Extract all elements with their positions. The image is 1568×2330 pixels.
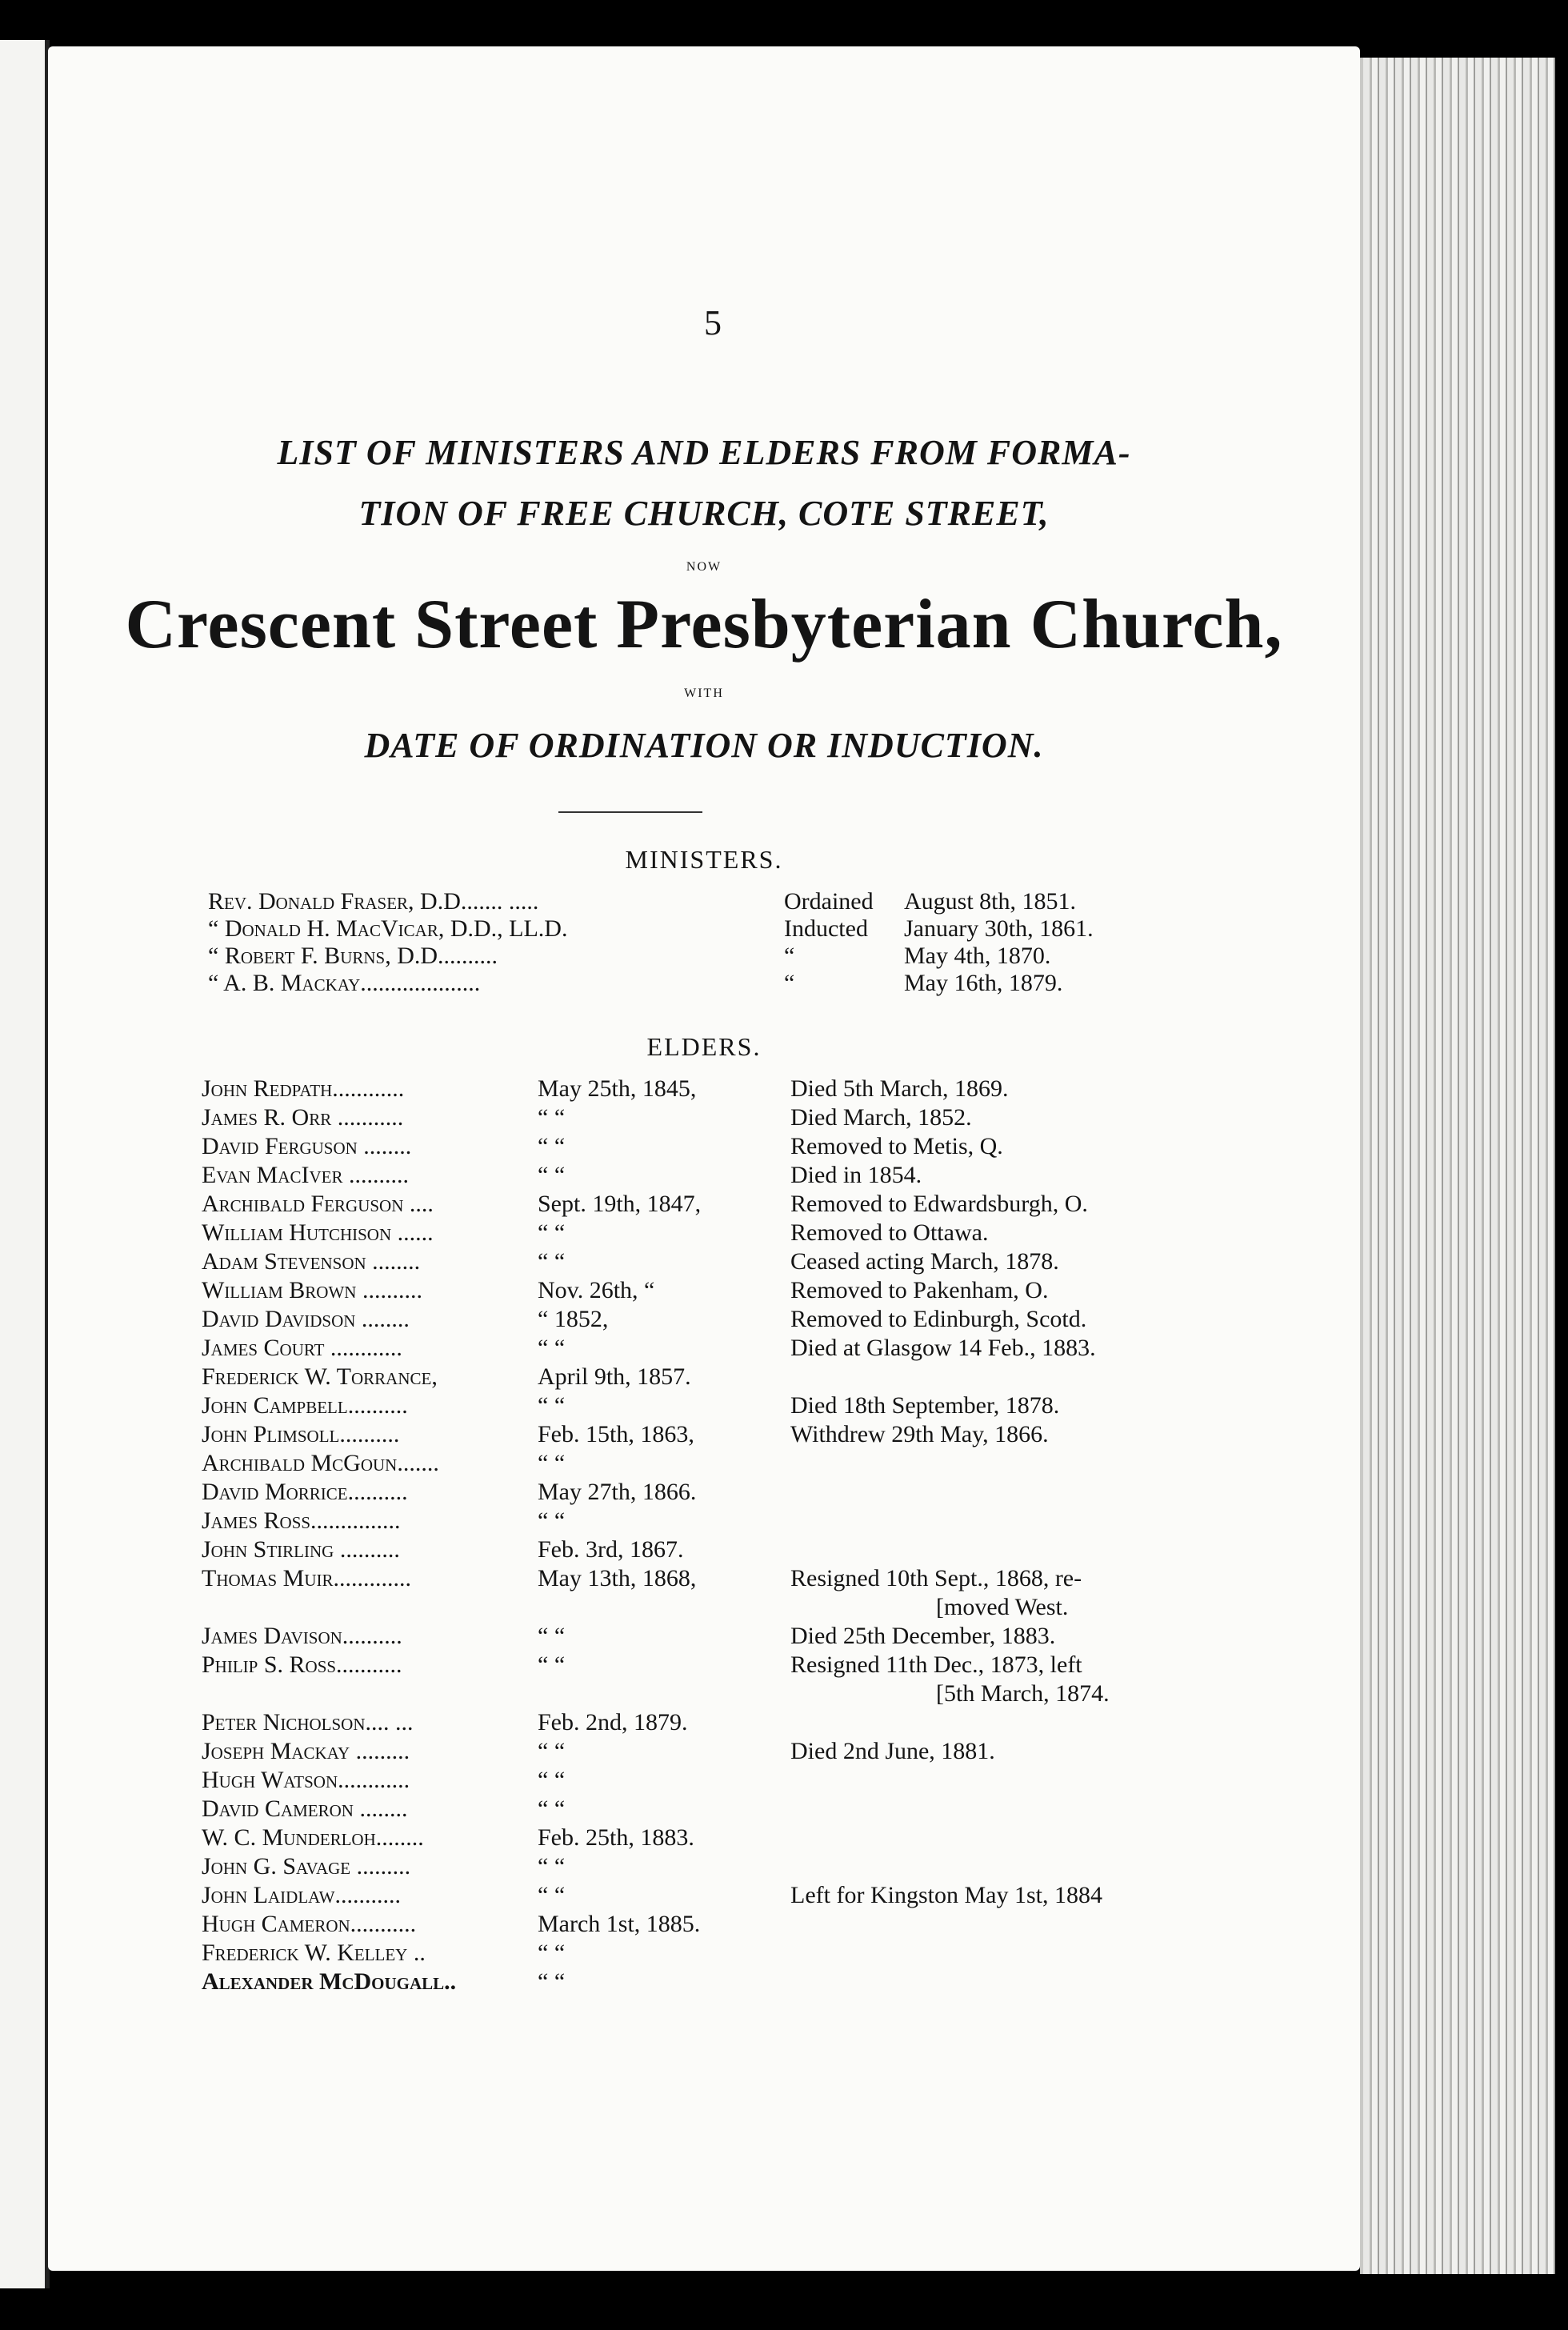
elder-name: Adam Stevenson ........ [202, 1248, 421, 1275]
elder-name: Thomas Muir............. [202, 1565, 412, 1591]
elder-row [202, 1191, 1226, 1219]
elder-date: “ “ [538, 1853, 566, 1880]
elder-row [202, 1767, 1226, 1796]
elder-date: “ “ [538, 1738, 566, 1764]
elder-date: “ “ [538, 1968, 566, 1995]
elder-date: “ “ [538, 1767, 566, 1793]
elder-date: Sept. 19th, 1847, [538, 1191, 702, 1217]
elder-date: “ “ [538, 1133, 566, 1159]
elder-note: Died 5th March, 1869. [790, 1075, 1009, 1102]
elder-date: Nov. 26th, “ [538, 1277, 655, 1303]
elder-name: John Stirling .......... [202, 1536, 400, 1563]
elder-note: Left for Kingston May 1st, 1884 [790, 1882, 1102, 1908]
elder-row [202, 1248, 1226, 1277]
elder-name: David Ferguson ........ [202, 1133, 412, 1159]
facing-page-edge [0, 40, 50, 2288]
minister-action: “ [784, 970, 795, 996]
elder-name: David Davidson ........ [202, 1306, 410, 1332]
minister-name: “ A. B. Mackay.................... [208, 970, 481, 996]
elder-note-continuation: [5th March, 1874. [936, 1680, 1110, 1707]
elder-row [202, 1911, 1226, 1940]
elder-date: “ “ [538, 1882, 566, 1908]
minister-action: Ordained [784, 888, 874, 915]
elder-row [202, 1507, 1226, 1536]
elder-name: Alexander McDougall.. [202, 1968, 457, 1995]
elder-row [202, 1104, 1226, 1133]
minister-action: “ [784, 943, 795, 969]
elder-note: Died 25th December, 1883. [790, 1623, 1056, 1649]
minister-date: May 16th, 1879. [904, 970, 1063, 996]
church-name: Crescent Street Presbyterian Church, [125, 586, 1283, 663]
elder-name: Frederick W. Torrance, [202, 1363, 438, 1390]
elder-name: Peter Nicholson.... ... [202, 1709, 414, 1735]
elder-row [202, 1882, 1226, 1911]
elder-name: James Ross............... [202, 1507, 401, 1534]
elder-date: “ “ [538, 1623, 566, 1649]
elder-name: Philip S. Ross........... [202, 1651, 402, 1678]
elder-row [202, 1623, 1226, 1651]
elder-note: Removed to Ottawa. [790, 1219, 989, 1246]
elder-name: James Court ............ [202, 1335, 402, 1361]
minister-name: “ Robert F. Burns, D.D.......... [208, 943, 498, 969]
minister-date: August 8th, 1851. [904, 888, 1077, 915]
elder-date: Feb. 3rd, 1867. [538, 1536, 684, 1563]
elder-name: Archibald McGoun....... [202, 1450, 439, 1476]
elder-date: “ “ [538, 1104, 566, 1131]
elder-date: “ “ [538, 1248, 566, 1275]
elder-date: “ “ [538, 1335, 566, 1361]
elder-date: “ “ [538, 1940, 566, 1966]
elder-note: Withdrew 29th May, 1866. [790, 1421, 1049, 1447]
elder-name: David Cameron ........ [202, 1796, 408, 1822]
elder-date: May 27th, 1866. [538, 1479, 697, 1505]
elder-row [202, 1162, 1226, 1191]
elder-note: Died 2nd June, 1881. [790, 1738, 995, 1764]
elder-note: Resigned 11th Dec., 1873, left [790, 1651, 1082, 1678]
elder-row [202, 1075, 1226, 1104]
elder-date: “ “ [538, 1507, 566, 1534]
elder-row [202, 1479, 1226, 1507]
elder-row [202, 1651, 1226, 1680]
elder-name: John Laidlaw........... [202, 1882, 401, 1908]
elder-note: Died at Glasgow 14 Feb., 1883. [790, 1335, 1096, 1361]
elder-row [202, 1565, 1226, 1594]
elder-row [202, 1392, 1226, 1421]
book-page [48, 46, 1360, 2271]
elder-row [202, 1335, 1226, 1363]
elder-date: April 9th, 1857. [538, 1363, 691, 1390]
title-line-2: TION OF FREE CHURCH, COTE STREET, [358, 494, 1050, 533]
elder-date: “ 1852, [538, 1306, 609, 1332]
elder-name: James Davison.......... [202, 1623, 402, 1649]
elder-date: Feb. 15th, 1863, [538, 1421, 694, 1447]
elder-row [202, 1968, 1226, 1997]
minister-date: January 30th, 1861. [904, 915, 1094, 942]
elder-name: W. C. Munderloh........ [202, 1824, 424, 1851]
elder-row [202, 1709, 1226, 1738]
elder-date: Feb. 2nd, 1879. [538, 1709, 688, 1735]
elder-name: Hugh Cameron........... [202, 1911, 417, 1937]
elder-name: John Campbell.......... [202, 1392, 408, 1419]
minister-row [208, 943, 1232, 971]
elder-note: Died in 1854. [790, 1162, 922, 1188]
elder-date: May 25th, 1845, [538, 1075, 697, 1102]
elder-name: John Redpath............ [202, 1075, 405, 1102]
elder-date: “ “ [538, 1219, 566, 1246]
elder-name: Joseph Mackay ......... [202, 1738, 410, 1764]
elder-row [202, 1306, 1226, 1335]
divider-rule [558, 811, 702, 813]
elder-row [202, 1824, 1226, 1853]
elder-row [202, 1450, 1226, 1479]
minister-row [208, 888, 1232, 917]
minister-action: Inducted [784, 915, 868, 942]
elders-heading: ELDERS. [646, 1032, 762, 1061]
minister-name: Rev. Donald Fraser, D.D....... ..... [208, 888, 539, 915]
minister-row [208, 970, 1232, 999]
elder-row [202, 1363, 1226, 1392]
with-word: WITH [684, 687, 724, 700]
minister-date: May 4th, 1870. [904, 943, 1051, 969]
elder-row [202, 1219, 1226, 1248]
elder-name: James R. Orr ........... [202, 1104, 404, 1131]
elder-note: Removed to Pakenham, O. [790, 1277, 1049, 1303]
elder-row [202, 1421, 1226, 1450]
minister-row [208, 915, 1232, 944]
page-edges [1360, 58, 1555, 2274]
elder-date: “ “ [538, 1796, 566, 1822]
minister-name: “ Donald H. MacVicar, D.D., LL.D. [208, 915, 568, 942]
elder-note: Ceased acting March, 1878. [790, 1248, 1059, 1275]
elder-note: Removed to Edwardsburgh, O. [790, 1191, 1088, 1217]
elder-name: John Plimsoll.......... [202, 1421, 400, 1447]
page-number: 5 [704, 303, 722, 342]
now-word: NOW [686, 560, 722, 574]
elder-date: March 1st, 1885. [538, 1911, 701, 1937]
elder-date: “ “ [538, 1162, 566, 1188]
elder-date: “ “ [538, 1450, 566, 1476]
elder-date: Feb. 25th, 1883. [538, 1824, 694, 1851]
elder-note: Resigned 10th Sept., 1868, re- [790, 1565, 1082, 1591]
elder-date: May 13th, 1868, [538, 1565, 697, 1591]
elder-name: Archibald Ferguson .... [202, 1191, 434, 1217]
elder-note: Removed to Metis, Q. [790, 1133, 1003, 1159]
elder-name: Frederick W. Kelley .. [202, 1940, 426, 1966]
elder-note: Died 18th September, 1878. [790, 1392, 1060, 1419]
elder-date: “ “ [538, 1392, 566, 1419]
elder-row [202, 1277, 1226, 1306]
ministers-heading: MINISTERS. [625, 845, 783, 874]
title-line-1: LIST OF MINISTERS AND ELDERS FROM FORMA- [277, 433, 1131, 472]
elder-note: Died March, 1852. [790, 1104, 972, 1131]
elder-row [202, 1853, 1226, 1882]
elder-note: Removed to Edinburgh, Scotd. [790, 1306, 1087, 1332]
elder-name: William Brown .......... [202, 1277, 422, 1303]
elder-name: Evan MacIver .......... [202, 1162, 409, 1188]
elder-name: David Morrice.......... [202, 1479, 408, 1505]
elder-row [202, 1536, 1226, 1565]
elder-row [202, 1738, 1226, 1767]
elder-note-continuation: [moved West. [936, 1594, 1069, 1620]
elder-row [202, 1133, 1226, 1162]
elder-row [202, 1796, 1226, 1824]
elder-name: William Hutchison ...... [202, 1219, 434, 1246]
elder-row [202, 1940, 1226, 1968]
elder-name: John G. Savage ......... [202, 1853, 411, 1880]
date-line: DATE OF ORDINATION OR INDUCTION. [364, 726, 1044, 765]
elder-date: “ “ [538, 1651, 566, 1678]
elder-name: Hugh Watson............ [202, 1767, 410, 1793]
